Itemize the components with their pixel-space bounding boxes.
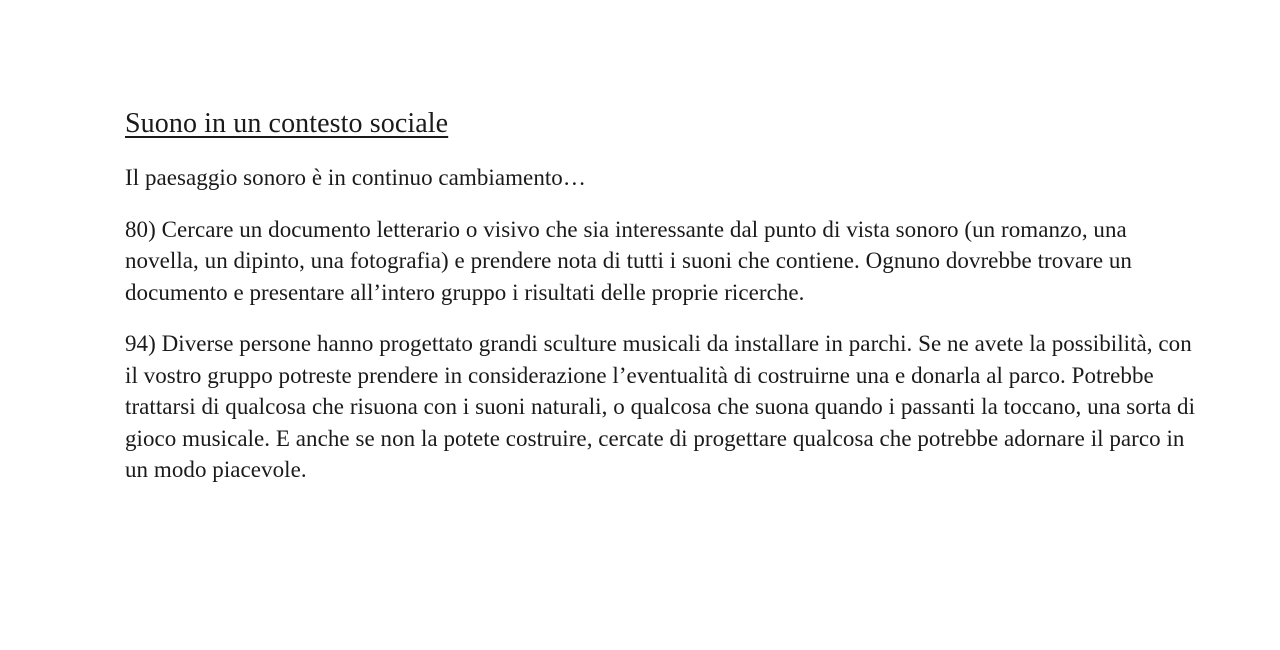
document-page: [125, 106, 1200, 506]
intro-paragraph: Il paesaggio sonoro è in continuo cambiamento…: [125, 165, 586, 190]
section-title: Suono in un contesto sociale: [125, 108, 449, 139]
paragraph-80: 80) Cercare un documento letterario o visivo che sia interessante dal punto di vista sonoro (un romanzo, una novella, un dipinto, una fotografia) e prendere nota di tutti i suoni che contiene. Ognuno dovrebbe trovare un documento e presentare all’intero gruppo i risultati delle proprie ricerche.: [125, 216, 1132, 305]
paragraph-94: 94) Diverse persone hanno progettato grandi sculture musicali da installare in parchi. Se ne avete la possibilità, con il vostro gruppo potreste prendere in considerazione l’eventualità di costruirne una e donarla al parco. Potrebbe trattarsi di qualcosa che risuona con i suoni naturali, o qualcosa che suona quando i passanti la toccano, una sorta di gioco musicale. E anche se non la potete costruire, cercate di progettare qualcosa che potrebbe adornare il parco in un modo piacevole.: [125, 331, 1196, 482]
